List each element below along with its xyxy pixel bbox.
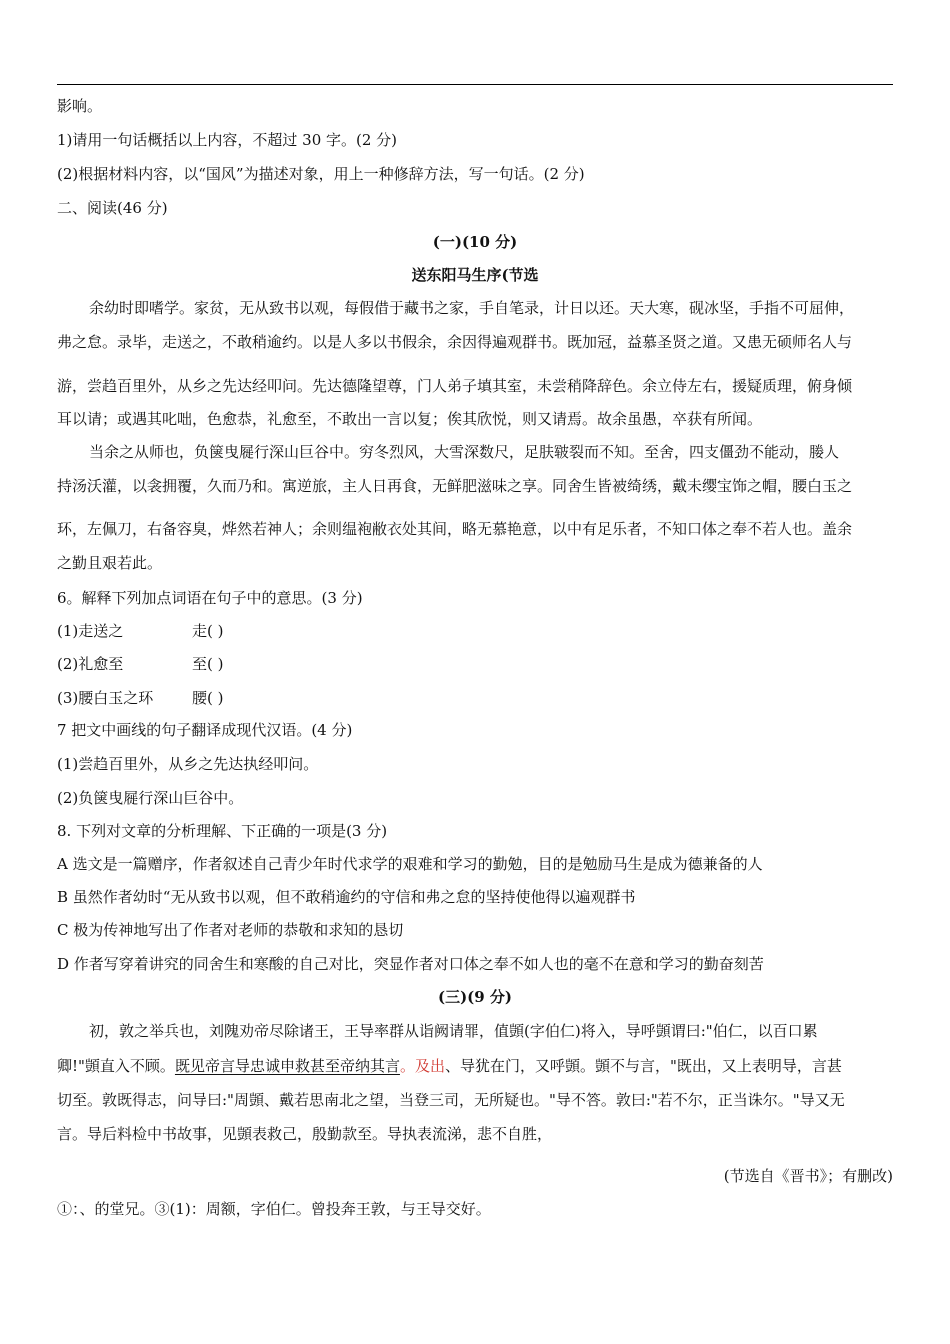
highlighted-segment: 。及出: [399, 1057, 445, 1075]
option-a: A 选文是一篇赠序，作者叙述自己青少年时代求学的艰难和学习的勤勉，目的是勉励马生是成为德兼备的人: [57, 855, 763, 873]
sub-question-line: (2)负箧曳屣行深山巨谷中。: [57, 789, 244, 807]
sub-question-label: (2)礼愈至: [57, 655, 124, 673]
passage-line: 初，敦之举兵也，刘隗劝帝尽除诸王，王导率群从诣阙请罪，值顗(字伯仁)将入，导呼顗谓曰:"伯仁，以百口累: [89, 1022, 818, 1040]
sub-question-label: (1)走送之: [57, 622, 124, 640]
passage-line: 持汤沃灌，以衾拥覆，久而乃和。寓逆旅，主人日再食，无鲜肥滋味之享。同舍生皆被绮绣，戴未缨宝饰之帽，腰白玉之: [57, 477, 853, 495]
question-line: 6。解释下列加点词语在句子中的意思。(3 分): [57, 589, 363, 607]
passage-segment: 、导犹在门，又呼顗。顗不与言，"既出，又上表明导，言甚: [444, 1057, 842, 1075]
question-line: 1)请用一句话概括以上内容，不超过 30 字。(2 分): [57, 131, 398, 149]
passage-line: 余幼时即嗜学。家贫，无从致书以观，每假借于藏书之家，手自笔录，计日以还。天大寒，砚冰坚，手指不可屈伸，: [89, 299, 855, 317]
passage-title: 送东阳马生序(节选: [411, 266, 539, 284]
passage-line: 当余之从师也，负箧曳屣行深山巨谷中。穷冬烈风，大雪深数尺，足肤皲裂而不知。至舍，四支僵劲不能动，媵人: [89, 443, 840, 461]
footnote: ①：、的堂兄。③(1)：周额，字伯仁。曾投奔王敦，与王导交好。: [57, 1200, 491, 1218]
passage-line: [57, 1056, 842, 1076]
option-c: C 极为传神地写出了作者对老师的恭敬和求知的恳切: [57, 921, 404, 939]
passage-segment: 卿!"顗直入不顾。: [57, 1057, 175, 1075]
question-line: 7 把文中画线的句子翻译成现代汉语。(4 分): [57, 721, 353, 739]
answer-blank[interactable]: 至( ): [192, 655, 224, 673]
sub-question-label: (3)腰白玉之环: [57, 689, 154, 707]
subsection-title: (一)(10 分): [432, 233, 518, 251]
passage-line: 耳以请；或遇其叱咄，色愈恭，礼愈至，不敢出一言以复；俟其欣悦，则又请焉。故余虽愚，卒获有所闻。: [57, 410, 763, 428]
question-line: 8. 下列对文章的分析理解、下正确的一项是(3 分): [57, 822, 388, 840]
passage-line: 游，尝趋百里外，从乡之先达经叩问。先达德隆望尊，门人弟子填其室，未尝稍降辞色。余立侍左右，援疑质理，俯身倾: [57, 377, 853, 395]
sub-question-line: (1)尝趋百里外，从乡之先达执经叩问。: [57, 755, 319, 773]
question-line: (2)根据材料内容，以“国风”为描述对象，用上一种修辞方法，写一句话。(2 分): [57, 165, 585, 183]
option-d: D 作者写穿着讲究的同舍生和寒酸的自己对比，突显作者对口体之奉不如人也的毫不在意和学习的勤奋刻苦: [57, 955, 764, 973]
passage-line: 之勤且艰若此。: [57, 554, 163, 572]
underlined-sentence: 既见帝言导忠诚申救甚至帝纳其言: [174, 1057, 400, 1075]
option-b: B 虽然作者幼时“无从致书以观，但不敢稍逾约的守信和弗之怠的坚持使他得以遍观群书: [57, 888, 636, 906]
passage-line: 言。导后料检中书故事，见顗表救己，殷勤款至。导执表流涕，悲不自胜，: [57, 1125, 553, 1143]
text-line: 影响。: [57, 97, 103, 115]
passage-line: 环，左佩刀，右备容臭，烨然若神人；余则缊袍敝衣处其间，略无慕艳意，以中有足乐者，不知口体之奉不若人也。盖余: [57, 520, 853, 538]
answer-blank[interactable]: 腰( ): [192, 689, 224, 707]
passage-line: 弗之怠。录毕，走送之，不敢稍逾约。以是人多以书假余，余因得遍观群书。既加冠，益慕圣贤之道。又患无硕师名人与: [57, 333, 853, 351]
header-rule: [57, 84, 893, 85]
source-citation: (节选自《晋书》；有删改): [723, 1167, 893, 1185]
section-heading: 二、阅读(46 分): [57, 199, 168, 217]
passage-line: 切至。敦既得志，问导曰:"周顗、戴若思南北之望，当登三司，无所疑也。"导不答。敦曰:"若不尔，正当诛尔。"导又无: [57, 1091, 845, 1109]
answer-blank[interactable]: 走( ): [192, 622, 224, 640]
subsection-title: (三)(9 分): [437, 988, 513, 1006]
